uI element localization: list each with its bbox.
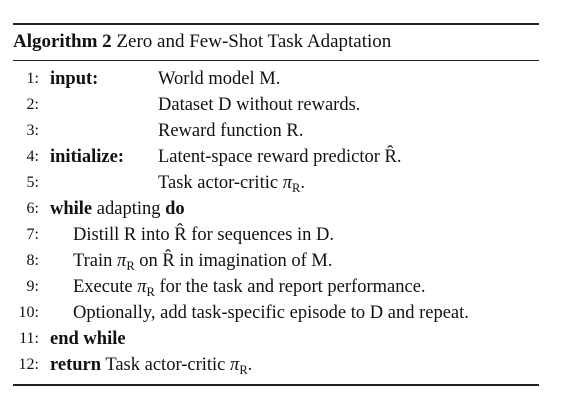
line-text: Optionally, add task-specific episode to D and repeat. (73, 303, 469, 323)
line-number: 4: (26, 148, 39, 165)
pi-symbol: π (117, 251, 127, 271)
text-before: Task actor-critic (158, 173, 283, 193)
algorithm-line-4 (13, 144, 539, 170)
line-number: 7: (26, 226, 39, 243)
text-after: for the task and report performance. (154, 277, 426, 297)
pi-symbol: π (137, 277, 147, 297)
algorithm-line-12 (13, 352, 539, 378)
line-number: 8: (26, 252, 39, 269)
keyword-input: input: (50, 69, 99, 89)
algorithm-line-2 (13, 92, 539, 118)
pi-subscript: R (239, 363, 248, 377)
line-number: 12: (18, 356, 39, 373)
pi-symbol: π (230, 355, 240, 375)
line-number: 2: (26, 96, 39, 113)
keyword-initialize: initialize: (50, 147, 124, 167)
pi-symbol: π (282, 173, 292, 193)
algorithm-line-5 (13, 170, 539, 196)
algorithm-line-6 (13, 196, 539, 222)
algorithm-line-3 (13, 118, 539, 144)
line-number: 5: (26, 174, 39, 191)
text-after: . (247, 355, 253, 375)
algorithm-line-9 (13, 274, 539, 300)
algorithm-line-11 (13, 326, 539, 352)
line-number: 10: (18, 304, 39, 321)
line-number: 1: (26, 70, 39, 87)
loop-condition: adapting (92, 199, 166, 219)
line-text: Reward function R. (158, 121, 304, 141)
text-after: on R̂ in imagination of M. (134, 251, 333, 271)
pi-subscript: R (126, 259, 135, 273)
algorithm-caption (13, 25, 539, 60)
pi-subscript: R (146, 285, 155, 299)
algorithm-line-7 (13, 222, 539, 248)
line-number: 9: (26, 278, 39, 295)
text-before: Execute (73, 277, 138, 297)
algorithm-line-1 (13, 66, 539, 92)
pi-subscript: R (291, 181, 301, 195)
line-text: World model M. (158, 69, 281, 89)
algorithm-title: Zero and Few-Shot Task Adaptation (116, 31, 392, 52)
algorithm-box (13, 23, 539, 386)
text-before: Train (73, 251, 118, 271)
keyword-do: do (165, 199, 185, 219)
line-text: Distill R into R̂ for sequences in D. (73, 225, 335, 245)
algorithm-line-10 (13, 300, 539, 326)
keyword-while: while (50, 199, 93, 219)
text-after: . (300, 173, 305, 193)
algorithm-label: Algorithm 2 (13, 31, 112, 52)
line-text (50, 352, 252, 383)
line-text: Latent-space reward predictor R̂. (158, 147, 402, 167)
line-text (50, 196, 185, 222)
line-number: 3: (26, 122, 39, 139)
line-number: 6: (26, 200, 39, 217)
algorithm-line-8 (13, 248, 539, 274)
text-before: Task actor-critic (101, 355, 231, 375)
keyword-end-while: end while (50, 329, 126, 349)
algorithm-lines (13, 61, 539, 384)
line-number: 11: (19, 330, 39, 347)
line-text: Dataset D without rewards. (158, 95, 361, 115)
keyword-return: return (50, 355, 102, 375)
bottom-rule (13, 384, 539, 386)
